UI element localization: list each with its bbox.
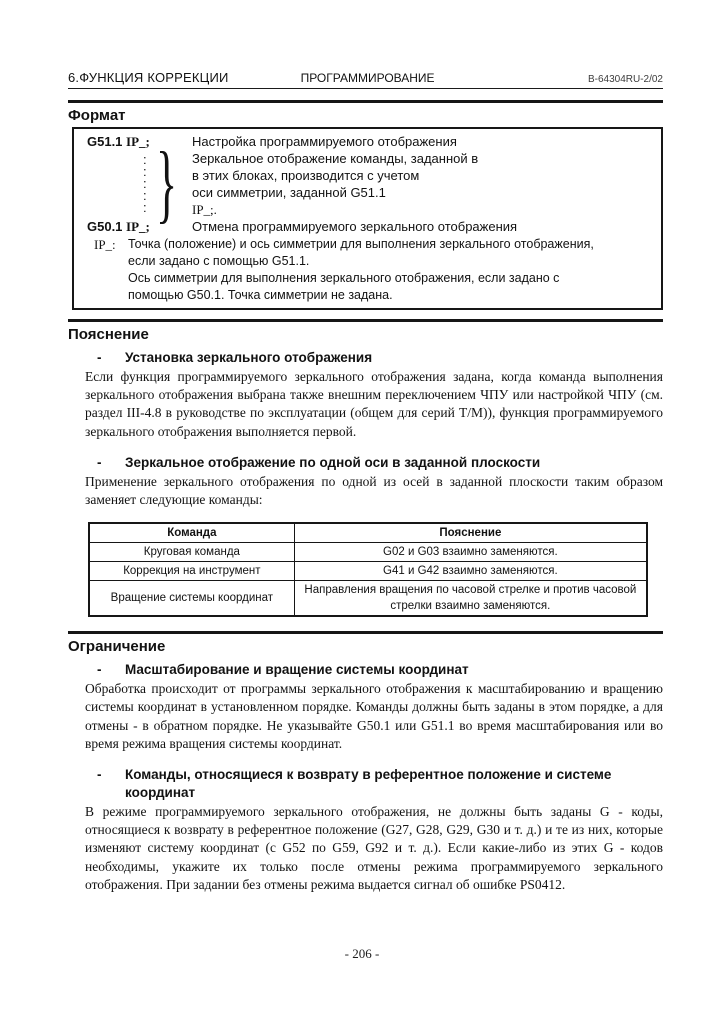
cell-command: Вращение системы координат bbox=[89, 581, 294, 617]
table-header-row bbox=[89, 523, 647, 543]
cell-explanation: G41 и G42 взаимно заменяются. bbox=[294, 562, 647, 581]
dash-bullet: - bbox=[97, 350, 102, 365]
subheading-reference-return: - Команды, относящиеся к возврату в референтное положение и системе координат bbox=[68, 766, 663, 802]
gcode-g511-description: Настройка программируемого отображения bbox=[192, 134, 457, 149]
chapter-title: 6.ФУНКЦИЯ КОРРЕКЦИИ bbox=[68, 70, 229, 85]
section-divider bbox=[68, 631, 663, 634]
brace-line-ip: IP_;. bbox=[192, 202, 217, 217]
brace-annotation bbox=[192, 150, 478, 218]
brace-icon: } bbox=[156, 135, 178, 232]
table-row bbox=[89, 562, 647, 581]
page-content bbox=[68, 70, 663, 894]
explanation-heading: Пояснение bbox=[68, 326, 149, 343]
table-row bbox=[89, 543, 647, 562]
ip-def-line: Точка (положение) и ось симметрии для выполнения зеркального отображения, bbox=[128, 237, 594, 251]
brace-line: Зеркальное отображение команды, заданной в bbox=[192, 151, 479, 166]
colon: : bbox=[143, 176, 147, 191]
paragraph-reference-return: В режиме программируемого зеркального отображения, не должны быть заданы G - коды, относящиеся к возврату в референтное положение (G27, G28, G29, G30 и т. д.) и те из них, которые изменяют систему координат (с G52 по G59, G92 и т. д.). Если какие-либо из этих G - кодов необходимы, укажите их только после отмены режима программируемого зеркального отображения. При задании без отмены режима выдается сигнал об ошибке PS0412. bbox=[85, 804, 663, 892]
subheading-scaling-rotation: - Масштабирование и вращение системы координат bbox=[68, 661, 663, 679]
gcode-g501-description: Отмена программируемого зеркального отображения bbox=[192, 219, 518, 234]
gcode-label: G51.1 bbox=[87, 134, 123, 149]
cell-explanation: G02 и G03 взаимно заменяются. bbox=[294, 543, 647, 562]
cell-command: Круговая команда bbox=[89, 543, 294, 562]
page-number: - 206 - bbox=[344, 946, 380, 961]
brace-line: в этих блоках, производится с учетом bbox=[192, 168, 420, 183]
ip-def-line: помощью G50.1. Точка симметрии не задана. bbox=[128, 288, 393, 302]
colon: : bbox=[143, 164, 147, 179]
ip-argument: IP_; bbox=[126, 219, 150, 234]
format-box bbox=[72, 127, 663, 310]
subheading-mirror-setting: - Установка зеркального отображения bbox=[68, 349, 663, 367]
subheading-single-axis-mirror: - Зеркальное отображение по одной оси в заданной плоскости bbox=[68, 454, 663, 472]
cell-command: Коррекция на инструмент bbox=[89, 562, 294, 581]
colon: : bbox=[143, 152, 147, 167]
dash-bullet: - bbox=[97, 454, 102, 470]
manual-part-title: ПРОГРАММИРОВАНИЕ bbox=[300, 71, 435, 85]
section-divider bbox=[68, 319, 663, 322]
page-header bbox=[68, 70, 663, 89]
ip-def-line: если задано с помощью G51.1. bbox=[128, 254, 310, 268]
dash-bullet: - bbox=[97, 662, 102, 678]
limitation-heading: Ограничение bbox=[68, 638, 166, 656]
ip-definition-text bbox=[128, 236, 655, 304]
program-colon-column bbox=[74, 150, 156, 218]
paragraph-mirror-setting: Если функция программируемого зеркального отображения задана, когда команда выполнения зеркального отображения выбрана также внешним переключением ЧПУ или настройкой ЧПУ (см. раздел III-4.8 в руководстве по эксплуатации (общем для серий T/M)), функция программируемого зеркального отображения выполняется первой. bbox=[85, 369, 663, 439]
brace-line: оси симметрии, заданной G51.1 bbox=[192, 185, 386, 200]
ip-definition-label: IP_: bbox=[94, 237, 116, 252]
colon: : bbox=[143, 200, 147, 215]
paragraph-single-axis-mirror: Применение зеркального отображения по одной из осей в заданной плоскости таким образом заменяет следующие команды: bbox=[85, 473, 663, 508]
ip-argument: IP_; bbox=[126, 134, 150, 149]
column-header-command: Команда bbox=[89, 523, 294, 543]
colon: : bbox=[143, 188, 147, 203]
document-id: B-64304RU-2/02 bbox=[587, 74, 663, 85]
column-header-explanation: Пояснение bbox=[294, 523, 647, 543]
command-replacement-table bbox=[88, 522, 648, 617]
gcode-label: G50.1 bbox=[87, 219, 123, 234]
ip-definition bbox=[74, 236, 655, 304]
dash-bullet: - bbox=[97, 767, 102, 783]
format-heading: Формат bbox=[68, 107, 126, 124]
ip-def-line: Ось симметрии для выполнения зеркального отображения, если задано с bbox=[128, 271, 560, 285]
paragraph-scaling-rotation: Обработка происходит от программы зеркального отображения к масштабированию и вращению системы координат в установленном порядке. Команды должны быть заданы в этом порядке, а для отмены - в обратном порядке. Не указывайте G50.1 или G51.1 во время масштабирования или во время режима вращения системы координат. bbox=[85, 681, 663, 751]
cell-explanation: Направления вращения по часовой стрелке и против часовой стрелки взаимно заменяются. bbox=[294, 581, 647, 617]
table-row bbox=[89, 581, 647, 617]
section-divider bbox=[68, 100, 663, 103]
